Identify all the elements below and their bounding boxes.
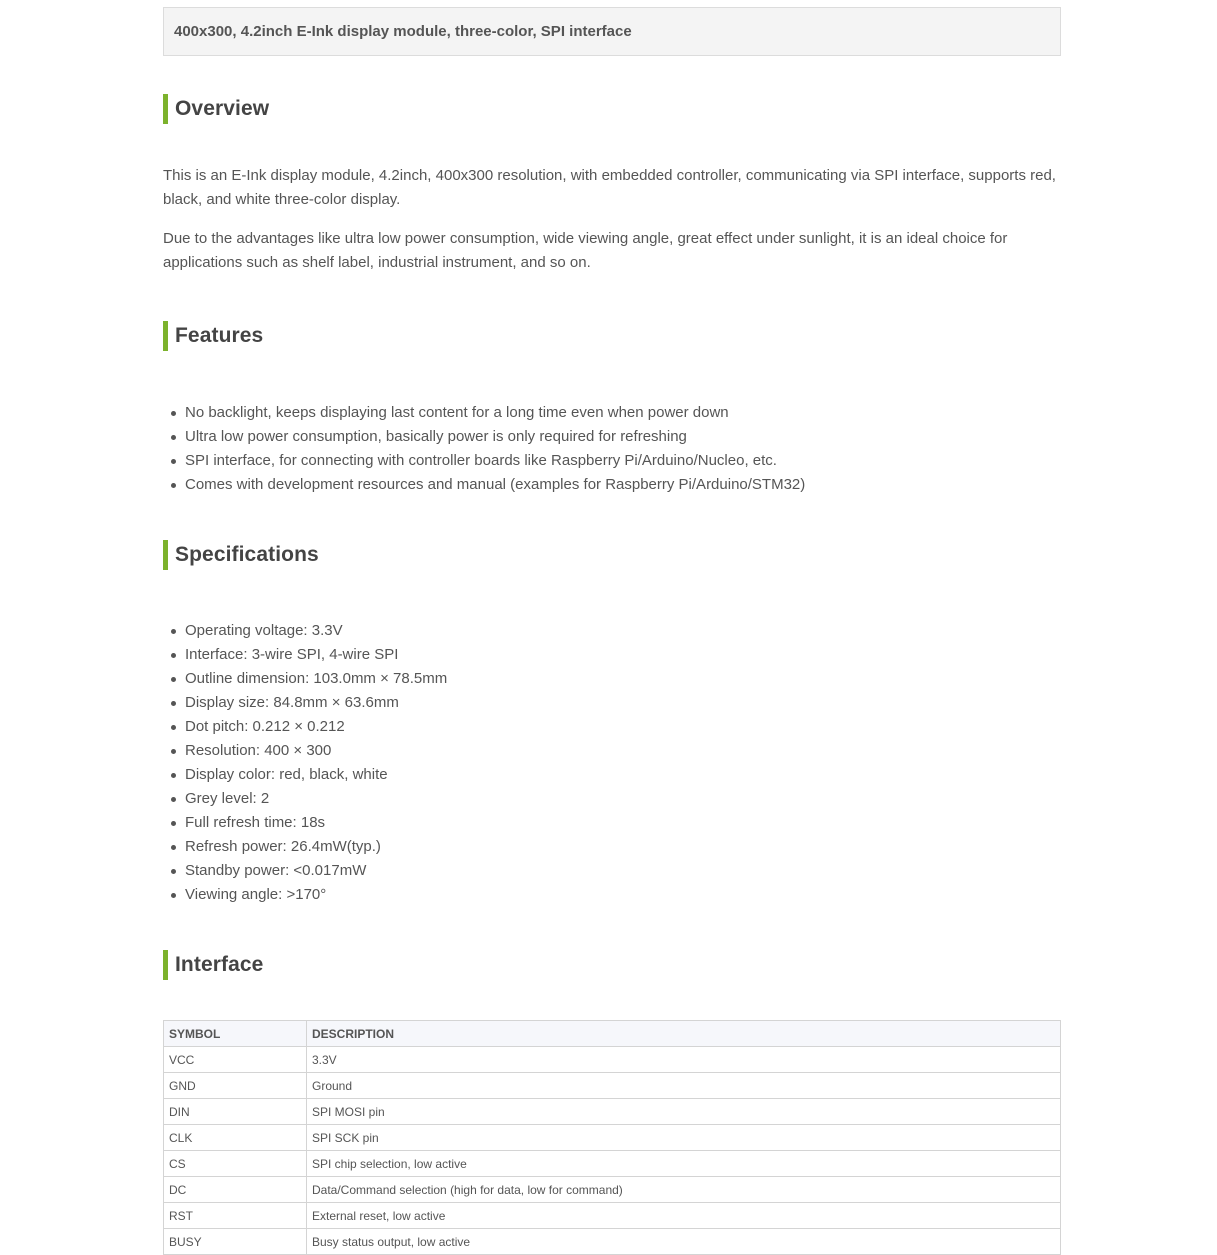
symbol-cell: DIN <box>164 1099 307 1125</box>
symbol-cell: CLK <box>164 1125 307 1151</box>
heading-accent-bar <box>163 950 168 980</box>
interface-table <box>163 1020 1061 1255</box>
spec-item: Refresh power: 26.4mW(typ.) <box>185 835 1061 859</box>
description-cell: SPI SCK pin <box>307 1125 1061 1151</box>
product-description <box>163 7 1061 1255</box>
spec-item: Operating voltage: 3.3V <box>185 619 1061 643</box>
specifications-heading-text: Specifications <box>175 543 319 566</box>
spec-item: Grey level: 2 <box>185 787 1061 811</box>
description-cell: External reset, low active <box>307 1203 1061 1229</box>
symbol-cell: VCC <box>164 1047 307 1073</box>
product-title-box <box>163 7 1061 56</box>
spec-item: Full refresh time: 18s <box>185 811 1061 835</box>
table-header-row <box>164 1021 1061 1047</box>
interface-heading <box>163 950 1061 980</box>
overview-heading <box>163 94 1061 124</box>
specifications-heading <box>163 540 1061 570</box>
description-cell: Busy status output, low active <box>307 1229 1061 1255</box>
product-title: 400x300, 4.2inch E-Ink display module, three-color, SPI interface <box>174 23 632 40</box>
features-heading <box>163 321 1061 351</box>
interface-heading-text: Interface <box>175 953 264 976</box>
spec-item: Dot pitch: 0.212 × 0.212 <box>185 715 1061 739</box>
feature-item: No backlight, keeps displaying last content for a long time even when power down <box>185 401 1061 425</box>
symbol-cell: GND <box>164 1073 307 1099</box>
spec-item: Resolution: 400 × 300 <box>185 739 1061 763</box>
heading-accent-bar <box>163 94 168 124</box>
features-heading-text: Features <box>175 324 264 347</box>
description-cell: SPI MOSI pin <box>307 1099 1061 1125</box>
column-header-description: DESCRIPTION <box>307 1021 1061 1047</box>
spec-item: Standby power: <0.017mW <box>185 859 1061 883</box>
spec-item: Interface: 3-wire SPI, 4-wire SPI <box>185 643 1061 667</box>
description-cell: Data/Command selection (high for data, low for command) <box>307 1177 1061 1203</box>
overview-heading-text: Overview <box>175 97 270 120</box>
spec-item: Viewing angle: >170° <box>185 883 1061 907</box>
heading-accent-bar <box>163 540 168 570</box>
symbol-cell: BUSY <box>164 1229 307 1255</box>
table-row <box>164 1047 1061 1073</box>
description-cell: Ground <box>307 1073 1061 1099</box>
features-list <box>163 401 1061 497</box>
table-row <box>164 1125 1061 1151</box>
overview-paragraph-2: Due to the advantages like ultra low power consumption, wide viewing angle, great effect under sunlight, it is an ideal choice for applications such as shelf label, industrial instrument, and so on. <box>163 230 1008 271</box>
column-header-symbol: SYMBOL <box>164 1021 307 1047</box>
overview-paragraph-1: This is an E-Ink display module, 4.2inch, 400x300 resolution, with embedded controller, communicating via SPI interface, supports red, black, and white three-color display. <box>163 167 1056 208</box>
table-row <box>164 1229 1061 1255</box>
table-row <box>164 1073 1061 1099</box>
spec-item: Outline dimension: 103.0mm × 78.5mm <box>185 667 1061 691</box>
feature-item: SPI interface, for connecting with controller boards like Raspberry Pi/Arduino/Nucleo, etc. <box>185 449 1061 473</box>
symbol-cell: DC <box>164 1177 307 1203</box>
table-row <box>164 1177 1061 1203</box>
specifications-list <box>163 619 1061 907</box>
symbol-cell: CS <box>164 1151 307 1177</box>
symbol-cell: RST <box>164 1203 307 1229</box>
table-row <box>164 1151 1061 1177</box>
description-cell: SPI chip selection, low active <box>307 1151 1061 1177</box>
table-row <box>164 1099 1061 1125</box>
table-row <box>164 1203 1061 1229</box>
heading-accent-bar <box>163 321 168 351</box>
description-cell: 3.3V <box>307 1047 1061 1073</box>
feature-item: Comes with development resources and manual (examples for Raspberry Pi/Arduino/STM32) <box>185 473 1061 497</box>
spec-item: Display color: red, black, white <box>185 763 1061 787</box>
spec-item: Display size: 84.8mm × 63.6mm <box>185 691 1061 715</box>
feature-item: Ultra low power consumption, basically power is only required for refreshing <box>185 425 1061 449</box>
